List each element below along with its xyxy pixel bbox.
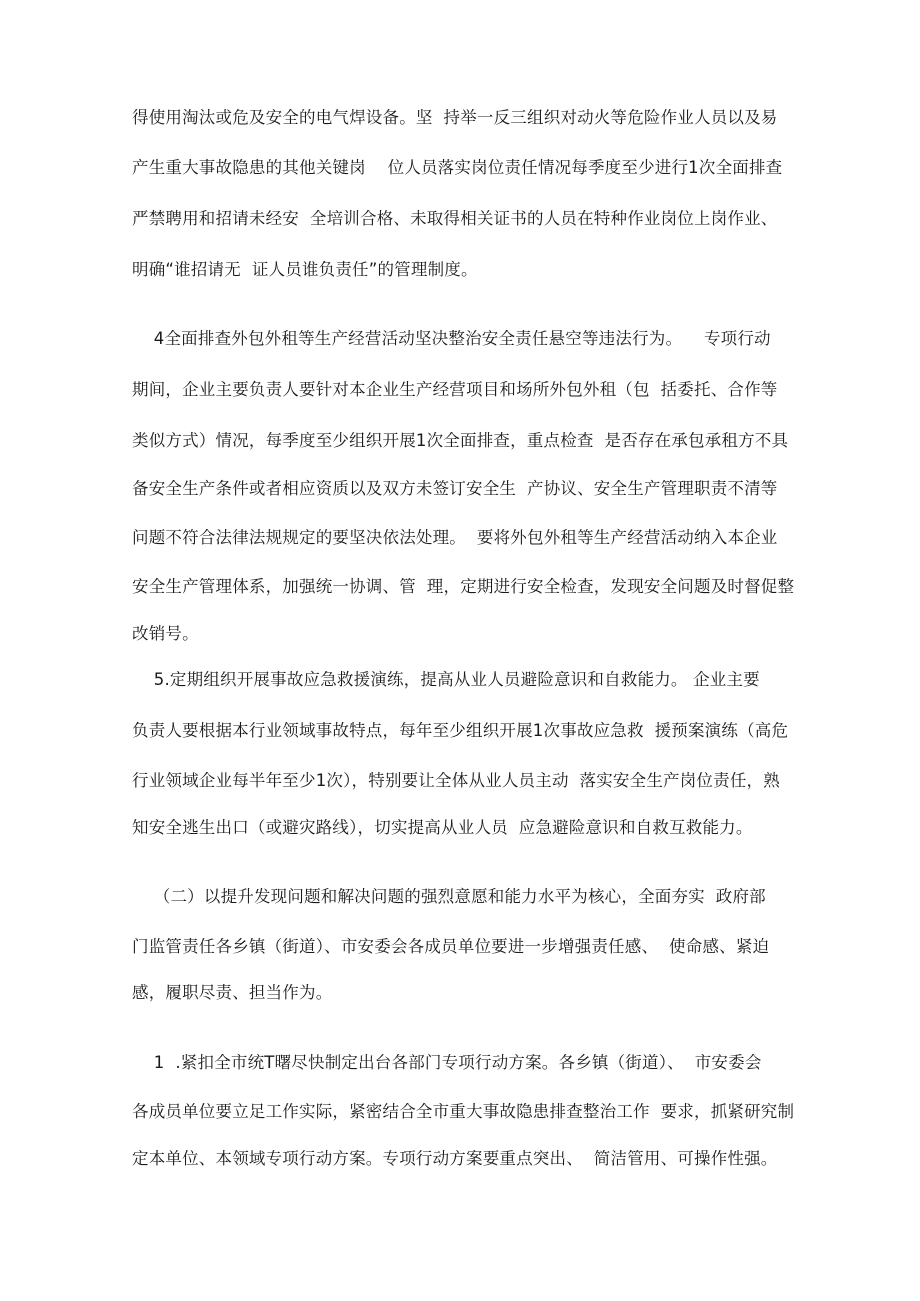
- text-line: （二）以提升发现问题和解决问题的强烈意愿和能力水平为核心，全面夯实 政府部: [132, 887, 766, 906]
- text-line: 4全面排查外包外租等生产经营活动坚决整治安全责任悬空等违法行为。 专项行动: [132, 329, 771, 348]
- text-line: 知安全逃生出口（或避灾路线），切实提高从业人员 应急避险意识和自救互救能力。: [132, 818, 753, 837]
- text-line: 备安全生产条件或者相应资质以及双方未签订安全生 产协议、安全生产管理职责不清等: [132, 479, 778, 498]
- text-line: 期间，企业主要负责人要针对本企业生产经营项目和场所外包外租（包 括委托、合作等: [132, 380, 778, 399]
- text-line: 5.定期组织开展事故应急救援演练，提高从业人员避险意识和自救能力。 企业主要: [132, 670, 760, 689]
- text-line: 行业领域企业每半年至少1次），特别要让全体从业人员主动 落实安全生产岗位责任，熟: [132, 771, 780, 790]
- text-line: 门监管责任各乡镇（街道）、市安委会各成员单位要进一步增强责任感、 使命感、紧迫: [132, 937, 770, 956]
- text-line: 明确“谁招请无 证人员谁负责任”的管理制度。: [132, 260, 478, 279]
- text-line: 负责人要根据本行业领域事故特点，每年至少组织开展1次事故应急救 援预案演练（高危: [132, 721, 789, 740]
- text-line: 问题不符合法律法规规定的要坚决依法处理。 要将外包外租等生产经营活动纳入本企业: [132, 528, 778, 547]
- text-line: 类似方式）情况，每季度至少组织开展1次全面排查，重点检查 是否存在承包承租方不具: [132, 431, 789, 450]
- text-line: 感，履职尽责、担当作为。: [132, 983, 333, 1002]
- text-line: 各成员单位要立足工作实际，紧密结合全市重大事故隐患排查整治工作 要求，抓紧研究制: [132, 1102, 794, 1121]
- text-line: 安全生产管理体系，加强统一协调、管 理，定期进行安全检查，发现安全问题及时督促整: [132, 577, 794, 596]
- text-line: 1 .紧扣全市统T曙尽快制定出台各部门专项行动方案。各乡镇（街道）、 市安委会: [132, 1053, 762, 1072]
- text-line: 定本单位、本领域专项行动方案。专项行动方案要重点突出、 简洁管用、可操作性强。: [132, 1149, 778, 1168]
- text-line: 严禁聘用和招请未经安 全培训合格、未取得相关证书的人员在特种作业岗位上岗作业、: [132, 209, 778, 228]
- text-line: 得使用淘汰或危及安全的电气焊设备。坚 持举一反三组织对动火等危险作业人员以及易: [132, 108, 778, 127]
- text-line: 产生重大事故隐患的其他关键岗 位人员落实岗位责任情况每季度至少进行1次全面排查: [132, 158, 783, 177]
- text-line: 改销号。: [132, 624, 199, 643]
